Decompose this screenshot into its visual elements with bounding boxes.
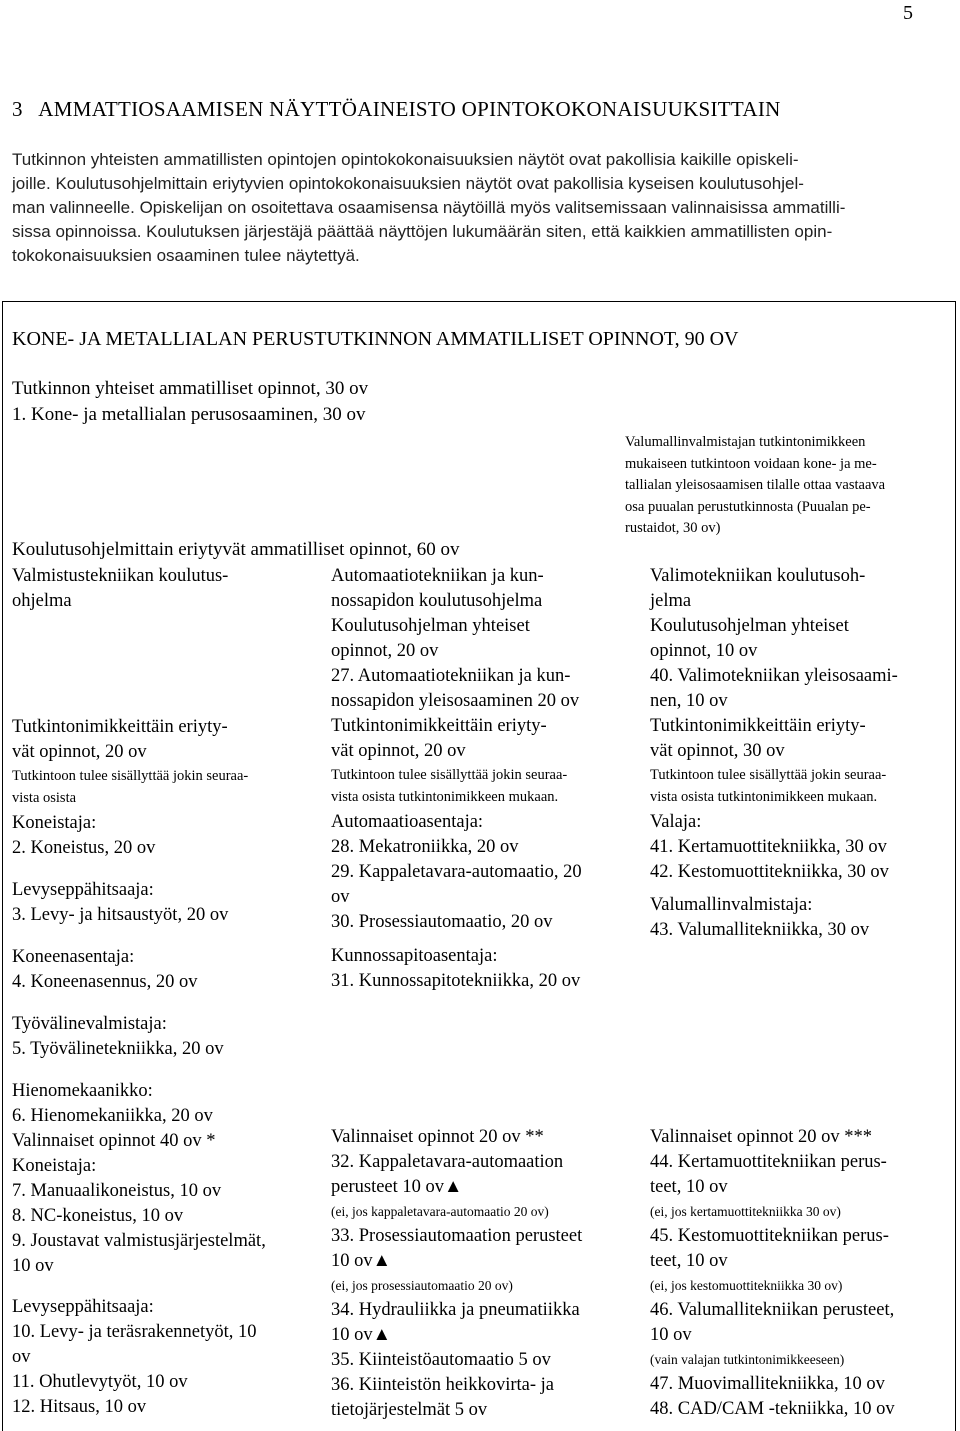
- common-item: 27. Automaatiotekniikan ja kun-: [331, 666, 571, 686]
- elective-condition: (ei, jos kestomuottitekniikka 30 ov): [650, 1278, 843, 1293]
- elective-item: perusteet 10 ov▲: [331, 1177, 463, 1197]
- spec-item: 28. Mekatroniikka, 20 ov: [331, 837, 519, 857]
- elective-heading: Valinnaiset opinnot 20 ov ***: [650, 1127, 872, 1147]
- spec-item: 5. Työvälinetekniikka, 20 ov: [12, 1039, 224, 1059]
- spec-heading: Tutkintonimikkeittäin eriyty-: [12, 717, 228, 737]
- common-heading: Koulutusohjelman yhteiset: [331, 616, 530, 636]
- elective-item: 44. Kertamuottitekniikan perus-: [650, 1152, 887, 1172]
- spec-item: 43. Valumallitekniikka, 30 ov: [650, 920, 870, 940]
- intro-paragraph: [12, 148, 947, 268]
- elective-item: 10 ov▲: [331, 1325, 391, 1345]
- elective-item: tietojärjestelmät 5 ov: [331, 1400, 488, 1420]
- elective-condition: (vain valajan tutkintonimikkeeseen): [650, 1352, 845, 1367]
- spec-note: vista osista tutkintonimikkeen mukaan.: [650, 789, 878, 805]
- elective-item: 33. Prosessiautomaation perusteet: [331, 1226, 583, 1246]
- elective-heading: Valinnaiset opinnot 20 ov **: [331, 1127, 544, 1147]
- common-heading: opinnot, 20 ov: [331, 641, 439, 661]
- spec-heading: vät opinnot, 20 ov: [12, 742, 147, 762]
- programs-heading: Koulutusohjelmittain eriytyvät ammatilliset opinnot, 60 ov: [12, 539, 460, 560]
- elective-item: 48. CAD/CAM -tekniikka, 10 ov: [650, 1399, 895, 1419]
- elective-item: 35. Kiinteistöautomaatio 5 ov: [331, 1350, 551, 1370]
- program-title: jelma: [650, 591, 692, 611]
- spec-item: 3. Levy- ja hitsaustyöt, 20 ov: [12, 905, 229, 925]
- note-line: mukaiseen tutkintoon voidaan kone- ja me-: [625, 455, 877, 472]
- elective-item: 7. Manuaalikoneistus, 10 ov: [12, 1181, 222, 1201]
- spec-item: 41. Kertamuottitekniikka, 30 ov: [650, 837, 887, 857]
- intro-line: joille. Koulutusohjelmittain eriytyvien opintokokonaisuuksien näytöt ovat pakollisia kyseisen koulutusohjel-: [12, 174, 804, 193]
- spec-heading: vät opinnot, 30 ov: [650, 741, 785, 761]
- spec-note: Tutkintoon tulee sisällyttää jokin seuraa-: [650, 767, 887, 783]
- spec-note: vista osista: [12, 790, 77, 806]
- intro-line: man valinneelle. Opiskelijan on osoitettava osaamisensa näytöillä myös valitsemissaan valinnaisissa ammatilli-: [12, 198, 846, 217]
- spec-role: Valaja:: [650, 812, 702, 832]
- spec-item: ov: [331, 887, 350, 907]
- elective-item: 8. NC-koneistus, 10 ov: [12, 1206, 184, 1226]
- spec-item: 31. Kunnossapitotekniikka, 20 ov: [331, 971, 581, 991]
- elective-item: 47. Muovimallitekniikka, 10 ov: [650, 1374, 885, 1394]
- program-column-manufacturing: [12, 564, 312, 1420]
- common-heading: Koulutusohjelman yhteiset: [650, 616, 849, 636]
- common-item: 40. Valimotekniikan yleisosaami-: [650, 666, 898, 686]
- spec-role: Koneenasentaja:: [12, 947, 135, 967]
- spec-note: Tutkintoon tulee sisällyttää jokin seuraa-: [12, 768, 249, 784]
- common-heading: opinnot, 10 ov: [650, 641, 758, 661]
- spec-heading: vät opinnot, 20 ov: [331, 741, 466, 761]
- spec-item: 6. Hienomekaniikka, 20 ov: [12, 1106, 213, 1126]
- elective-heading: Valinnaiset opinnot 40 ov *: [12, 1131, 216, 1151]
- program-title: Valmistustekniikan koulutus-: [12, 566, 229, 586]
- spec-item: 30. Prosessiautomaatio, 20 ov: [331, 912, 553, 932]
- elective-condition: (ei, jos prosessiautomaatio 20 ov): [331, 1278, 513, 1293]
- spec-role: Automaatioasentaja:: [331, 812, 484, 832]
- common-studies-item: 1. Kone- ja metallialan perusosaaminen, 30 ov: [12, 404, 366, 425]
- spec-role: Työvälinevalmistaja:: [12, 1014, 167, 1034]
- elective-item: 10 ov▲: [331, 1251, 391, 1271]
- elective-item: 12. Hitsaus, 10 ov: [12, 1397, 147, 1417]
- common-item: nen, 10 ov: [650, 691, 728, 711]
- program-title: Valimotekniikan koulutusoh-: [650, 566, 866, 586]
- elective-condition: (ei, jos kappaletavara-automaatio 20 ov): [331, 1204, 549, 1219]
- elective-condition: (ei, jos kertamuottitekniikka 30 ov): [650, 1204, 841, 1219]
- spec-role: Koneistaja:: [12, 813, 97, 833]
- spec-note: Tutkintoon tulee sisällyttää jokin seuraa-: [331, 767, 568, 783]
- intro-line: tokokonaisuuksien osaaminen tulee näytettyä.: [12, 246, 360, 265]
- elective-item: 34. Hydrauliikka ja pneumatiikka: [331, 1300, 580, 1320]
- intro-line: sissa opinnoissa. Koulutuksen järjestäjä päättää näyttöjen lukumäärän siten, että kaikkien ammatillisten opin-: [12, 222, 833, 241]
- program-column-foundry: [650, 564, 950, 1422]
- elective-item: teet, 10 ov: [650, 1177, 728, 1197]
- elective-item: teet, 10 ov: [650, 1251, 728, 1271]
- intro-line: Tutkinnon yhteisten ammatillisten opintojen opintokokonaisuuksien näytöt ovat pakollisia kaikille opiskeli-: [12, 150, 799, 169]
- elective-role: Levyseppähitsaaja:: [12, 1297, 154, 1317]
- note-line: Valumallinvalmistajan tutkintonimikkeen: [625, 434, 866, 450]
- table-title: KONE- JA METALLIALAN PERUSTUTKINNON AMMATILLISET OPINNOT, 90 OV: [12, 328, 739, 350]
- elective-item: 10 ov: [12, 1256, 54, 1276]
- program-column-automation: [331, 564, 631, 1423]
- substitution-note: [625, 432, 885, 540]
- elective-item: 36. Kiinteistön heikkovirta- ja: [331, 1375, 554, 1395]
- spec-role: Kunnossapitoasentaja:: [331, 946, 498, 966]
- spec-heading: Tutkintonimikkeittäin eriyty-: [650, 716, 866, 736]
- spec-note: vista osista tutkintonimikkeen mukaan.: [331, 789, 559, 805]
- elective-item: 45. Kestomuottitekniikan perus-: [650, 1226, 889, 1246]
- spec-role: Hienomekaanikko:: [12, 1081, 153, 1101]
- common-studies-heading: Tutkinnon yhteiset ammatilliset opinnot, 30 ov: [12, 378, 369, 399]
- spec-item: 42. Kestomuottitekniikka, 30 ov: [650, 862, 889, 882]
- section-heading: 3 AMMATTIOSAAMISEN NÄYTTÖAINEISTO OPINTOKOKONAISUUKSITTAIN: [12, 97, 781, 121]
- elective-item: 9. Joustavat valmistusjärjestelmät,: [12, 1231, 266, 1251]
- elective-item: 46. Valumallitekniikan perusteet,: [650, 1300, 895, 1320]
- program-title: nossapidon koulutusohjelma: [331, 591, 543, 611]
- elective-item: ov: [12, 1347, 31, 1367]
- elective-item: 11. Ohutlevytyöt, 10 ov: [12, 1372, 188, 1392]
- spec-item: 4. Koneenasennus, 20 ov: [12, 972, 198, 992]
- note-line: tallialan yleisosaamisen tilalle ottaa vastaava: [625, 477, 886, 493]
- spec-role: Levyseppähitsaaja:: [12, 880, 154, 900]
- note-line: rustaidot, 30 ov): [625, 520, 721, 536]
- spec-role: Valumallinvalmistaja:: [650, 895, 813, 915]
- elective-item: 10. Levy- ja teräsrakennetyöt, 10: [12, 1322, 257, 1342]
- note-line: osa puualan perustutkinnosta (Puualan pe-: [625, 498, 871, 515]
- elective-item: 10 ov: [650, 1325, 692, 1345]
- spec-heading: Tutkintonimikkeittäin eriyty-: [331, 716, 547, 736]
- common-item: nossapidon yleisosaaminen 20 ov: [331, 691, 580, 711]
- spec-item: 2. Koneistus, 20 ov: [12, 838, 156, 858]
- page-number: 5: [903, 2, 913, 24]
- spec-item: 29. Kappaletavara-automaatio, 20: [331, 862, 582, 882]
- elective-role: Koneistaja:: [12, 1156, 97, 1176]
- program-title: Automaatiotekniikan ja kun-: [331, 566, 544, 586]
- program-title: ohjelma: [12, 591, 72, 611]
- elective-item: 32. Kappaletavara-automaation: [331, 1152, 564, 1172]
